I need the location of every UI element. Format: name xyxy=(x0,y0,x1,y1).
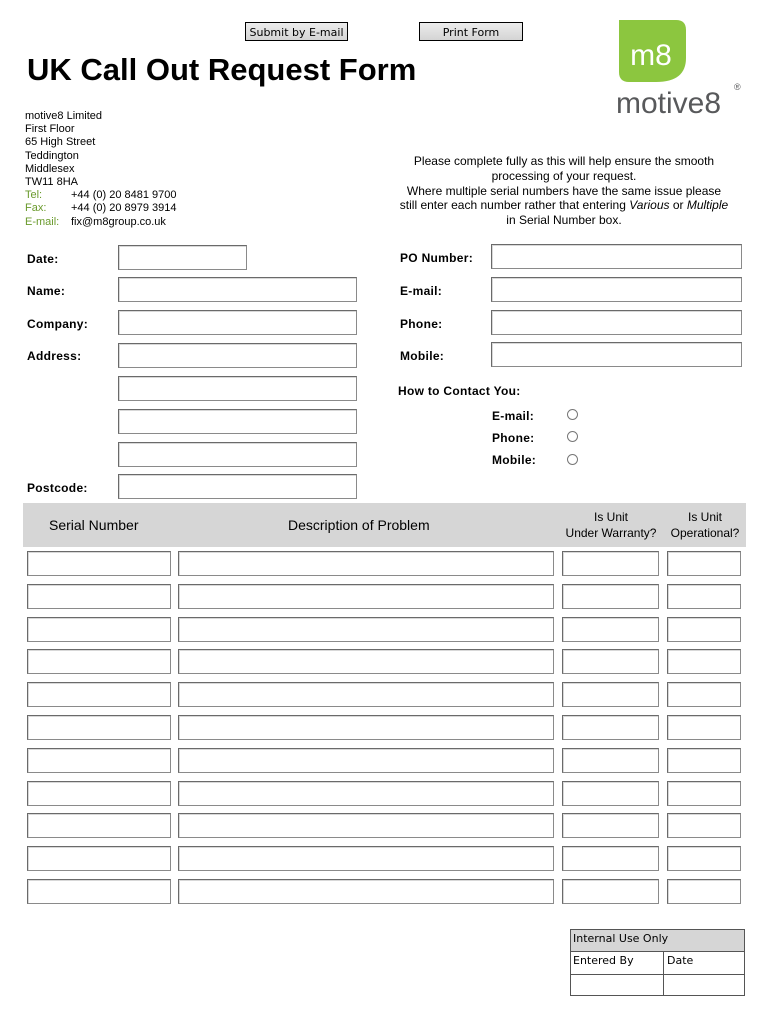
operational-header-line: Operational? xyxy=(670,526,740,540)
warranty-input[interactable] xyxy=(562,781,659,806)
contact-phone-label: Phone: xyxy=(492,431,535,445)
operational-header-line: Is Unit xyxy=(687,510,722,524)
operational-input[interactable] xyxy=(667,649,741,674)
motive8-logo xyxy=(614,20,744,120)
address-line-3-input[interactable] xyxy=(118,409,357,434)
email-label: E-mail: xyxy=(25,215,60,228)
address-line: First Floor xyxy=(25,123,75,136)
po-number-input[interactable] xyxy=(491,244,742,269)
warranty-input[interactable] xyxy=(562,748,659,773)
operational-input[interactable] xyxy=(667,584,741,609)
serial-number-input[interactable] xyxy=(27,879,171,904)
warranty-header xyxy=(556,509,666,541)
internal-date-label: Date xyxy=(667,954,694,967)
logo-wordmark-text: motive8 xyxy=(616,87,722,120)
warranty-input[interactable] xyxy=(562,879,659,904)
serial-number-input[interactable] xyxy=(27,846,171,871)
warranty-input[interactable] xyxy=(562,715,659,740)
description-input[interactable] xyxy=(178,846,554,871)
divider xyxy=(663,951,664,995)
description-input[interactable] xyxy=(178,879,554,904)
instructions-line: in Serial Number box. xyxy=(506,213,622,228)
operational-input[interactable] xyxy=(667,715,741,740)
address-line: TW11 8HA xyxy=(25,176,78,189)
description-input[interactable] xyxy=(178,649,554,674)
tel-label: Tel: xyxy=(25,189,43,202)
serial-number-input[interactable] xyxy=(27,551,171,576)
instructions-text: still enter each number rather that entering xyxy=(399,198,630,213)
logo-mark-text: m8 xyxy=(630,39,672,72)
operational-header xyxy=(665,509,745,541)
contact-email-label: E-mail: xyxy=(492,409,535,423)
contact-phone-radio[interactable] xyxy=(567,431,578,442)
date-label: Date: xyxy=(27,252,59,266)
contact-mobile-label: Mobile: xyxy=(492,453,537,467)
address-line: 65 High Street xyxy=(25,136,96,149)
warranty-input[interactable] xyxy=(562,584,659,609)
serial-number-input[interactable] xyxy=(27,715,171,740)
description-input[interactable] xyxy=(178,551,554,576)
serial-number-input[interactable] xyxy=(27,617,171,642)
operational-input[interactable] xyxy=(667,813,741,838)
internal-use-box xyxy=(570,929,745,996)
operational-input[interactable] xyxy=(667,879,741,904)
registered-mark: ® xyxy=(734,82,741,92)
warranty-header-line: Is Unit xyxy=(593,510,628,524)
instructions-multiple: Multiple xyxy=(686,198,729,213)
serial-number-input[interactable] xyxy=(27,813,171,838)
description-input[interactable] xyxy=(178,617,554,642)
phone-input[interactable] xyxy=(491,310,742,335)
operational-input[interactable] xyxy=(667,617,741,642)
page-title: UK Call Out Request Form xyxy=(27,52,417,87)
operational-input[interactable] xyxy=(667,748,741,773)
mobile-label: Mobile: xyxy=(400,349,445,363)
divider xyxy=(571,974,744,975)
email-input[interactable] xyxy=(491,277,742,302)
email-value: fix@m8group.co.uk xyxy=(71,215,166,228)
print-form-button[interactable]: Print Form xyxy=(419,22,523,41)
postcode-input[interactable] xyxy=(118,474,357,499)
contact-email-radio[interactable] xyxy=(567,409,578,420)
instructions xyxy=(386,154,742,228)
description-input[interactable] xyxy=(178,584,554,609)
instructions-various: Various xyxy=(629,198,670,213)
warranty-header-line: Under Warranty? xyxy=(565,526,657,540)
serial-number-input[interactable] xyxy=(27,584,171,609)
operational-input[interactable] xyxy=(667,682,741,707)
submit-by-email-button[interactable]: Submit by E-mail xyxy=(245,22,348,41)
instructions-line: Please complete fully as this will help ensure the smooth xyxy=(413,154,715,168)
address-line-4-input[interactable] xyxy=(118,442,357,467)
address-label: Address: xyxy=(27,349,82,363)
description-input[interactable] xyxy=(178,781,554,806)
description-input[interactable] xyxy=(178,813,554,838)
address-line-2-input[interactable] xyxy=(118,376,357,401)
description-header: Description of Problem xyxy=(288,517,430,533)
company-address xyxy=(25,110,177,229)
serial-number-input[interactable] xyxy=(27,781,171,806)
warranty-input[interactable] xyxy=(562,551,659,576)
operational-input[interactable] xyxy=(667,781,741,806)
postcode-label: Postcode: xyxy=(27,481,88,495)
address-line: Teddington xyxy=(25,149,79,162)
address-line: Middlesex xyxy=(25,162,75,175)
name-input[interactable] xyxy=(118,277,357,302)
warranty-input[interactable] xyxy=(562,649,659,674)
date-input[interactable] xyxy=(118,245,247,270)
fax-label: Fax: xyxy=(25,202,47,215)
contact-mobile-radio[interactable] xyxy=(567,454,578,465)
warranty-input[interactable] xyxy=(562,682,659,707)
fax-value: +44 (0) 20 8979 3914 xyxy=(71,202,177,215)
serial-number-input[interactable] xyxy=(27,748,171,773)
internal-use-title: Internal Use Only xyxy=(571,930,744,951)
description-input[interactable] xyxy=(178,748,554,773)
name-label: Name: xyxy=(27,284,66,298)
instructions-text: or xyxy=(669,198,687,213)
serial-number-header: Serial Number xyxy=(49,517,139,533)
email-field-label: E-mail: xyxy=(400,284,443,298)
operational-input[interactable] xyxy=(667,846,741,871)
description-input[interactable] xyxy=(178,715,554,740)
mobile-input[interactable] xyxy=(491,342,742,367)
divider xyxy=(571,951,744,952)
instructions-line: processing of your request. xyxy=(491,168,637,183)
company-input[interactable] xyxy=(118,310,357,335)
operational-input[interactable] xyxy=(667,551,741,576)
warranty-input[interactable] xyxy=(562,617,659,642)
phone-label: Phone: xyxy=(400,317,443,331)
tel-value: +44 (0) 20 8481 9700 xyxy=(71,189,177,202)
description-input[interactable] xyxy=(178,682,554,707)
serial-number-input[interactable] xyxy=(27,649,171,674)
serial-number-input[interactable] xyxy=(27,682,171,707)
po-number-label: PO Number: xyxy=(400,251,474,265)
address-line: motive8 Limited xyxy=(25,110,103,122)
warranty-input[interactable] xyxy=(562,846,659,871)
warranty-input[interactable] xyxy=(562,813,659,838)
address-line-1-input[interactable] xyxy=(118,343,357,368)
instructions-line: Where multiple serial numbers have the same issue please xyxy=(406,183,722,198)
contact-preference-title: How to Contact You: xyxy=(398,384,521,398)
company-label: Company: xyxy=(27,317,89,331)
entered-by-label: Entered By xyxy=(573,954,634,967)
